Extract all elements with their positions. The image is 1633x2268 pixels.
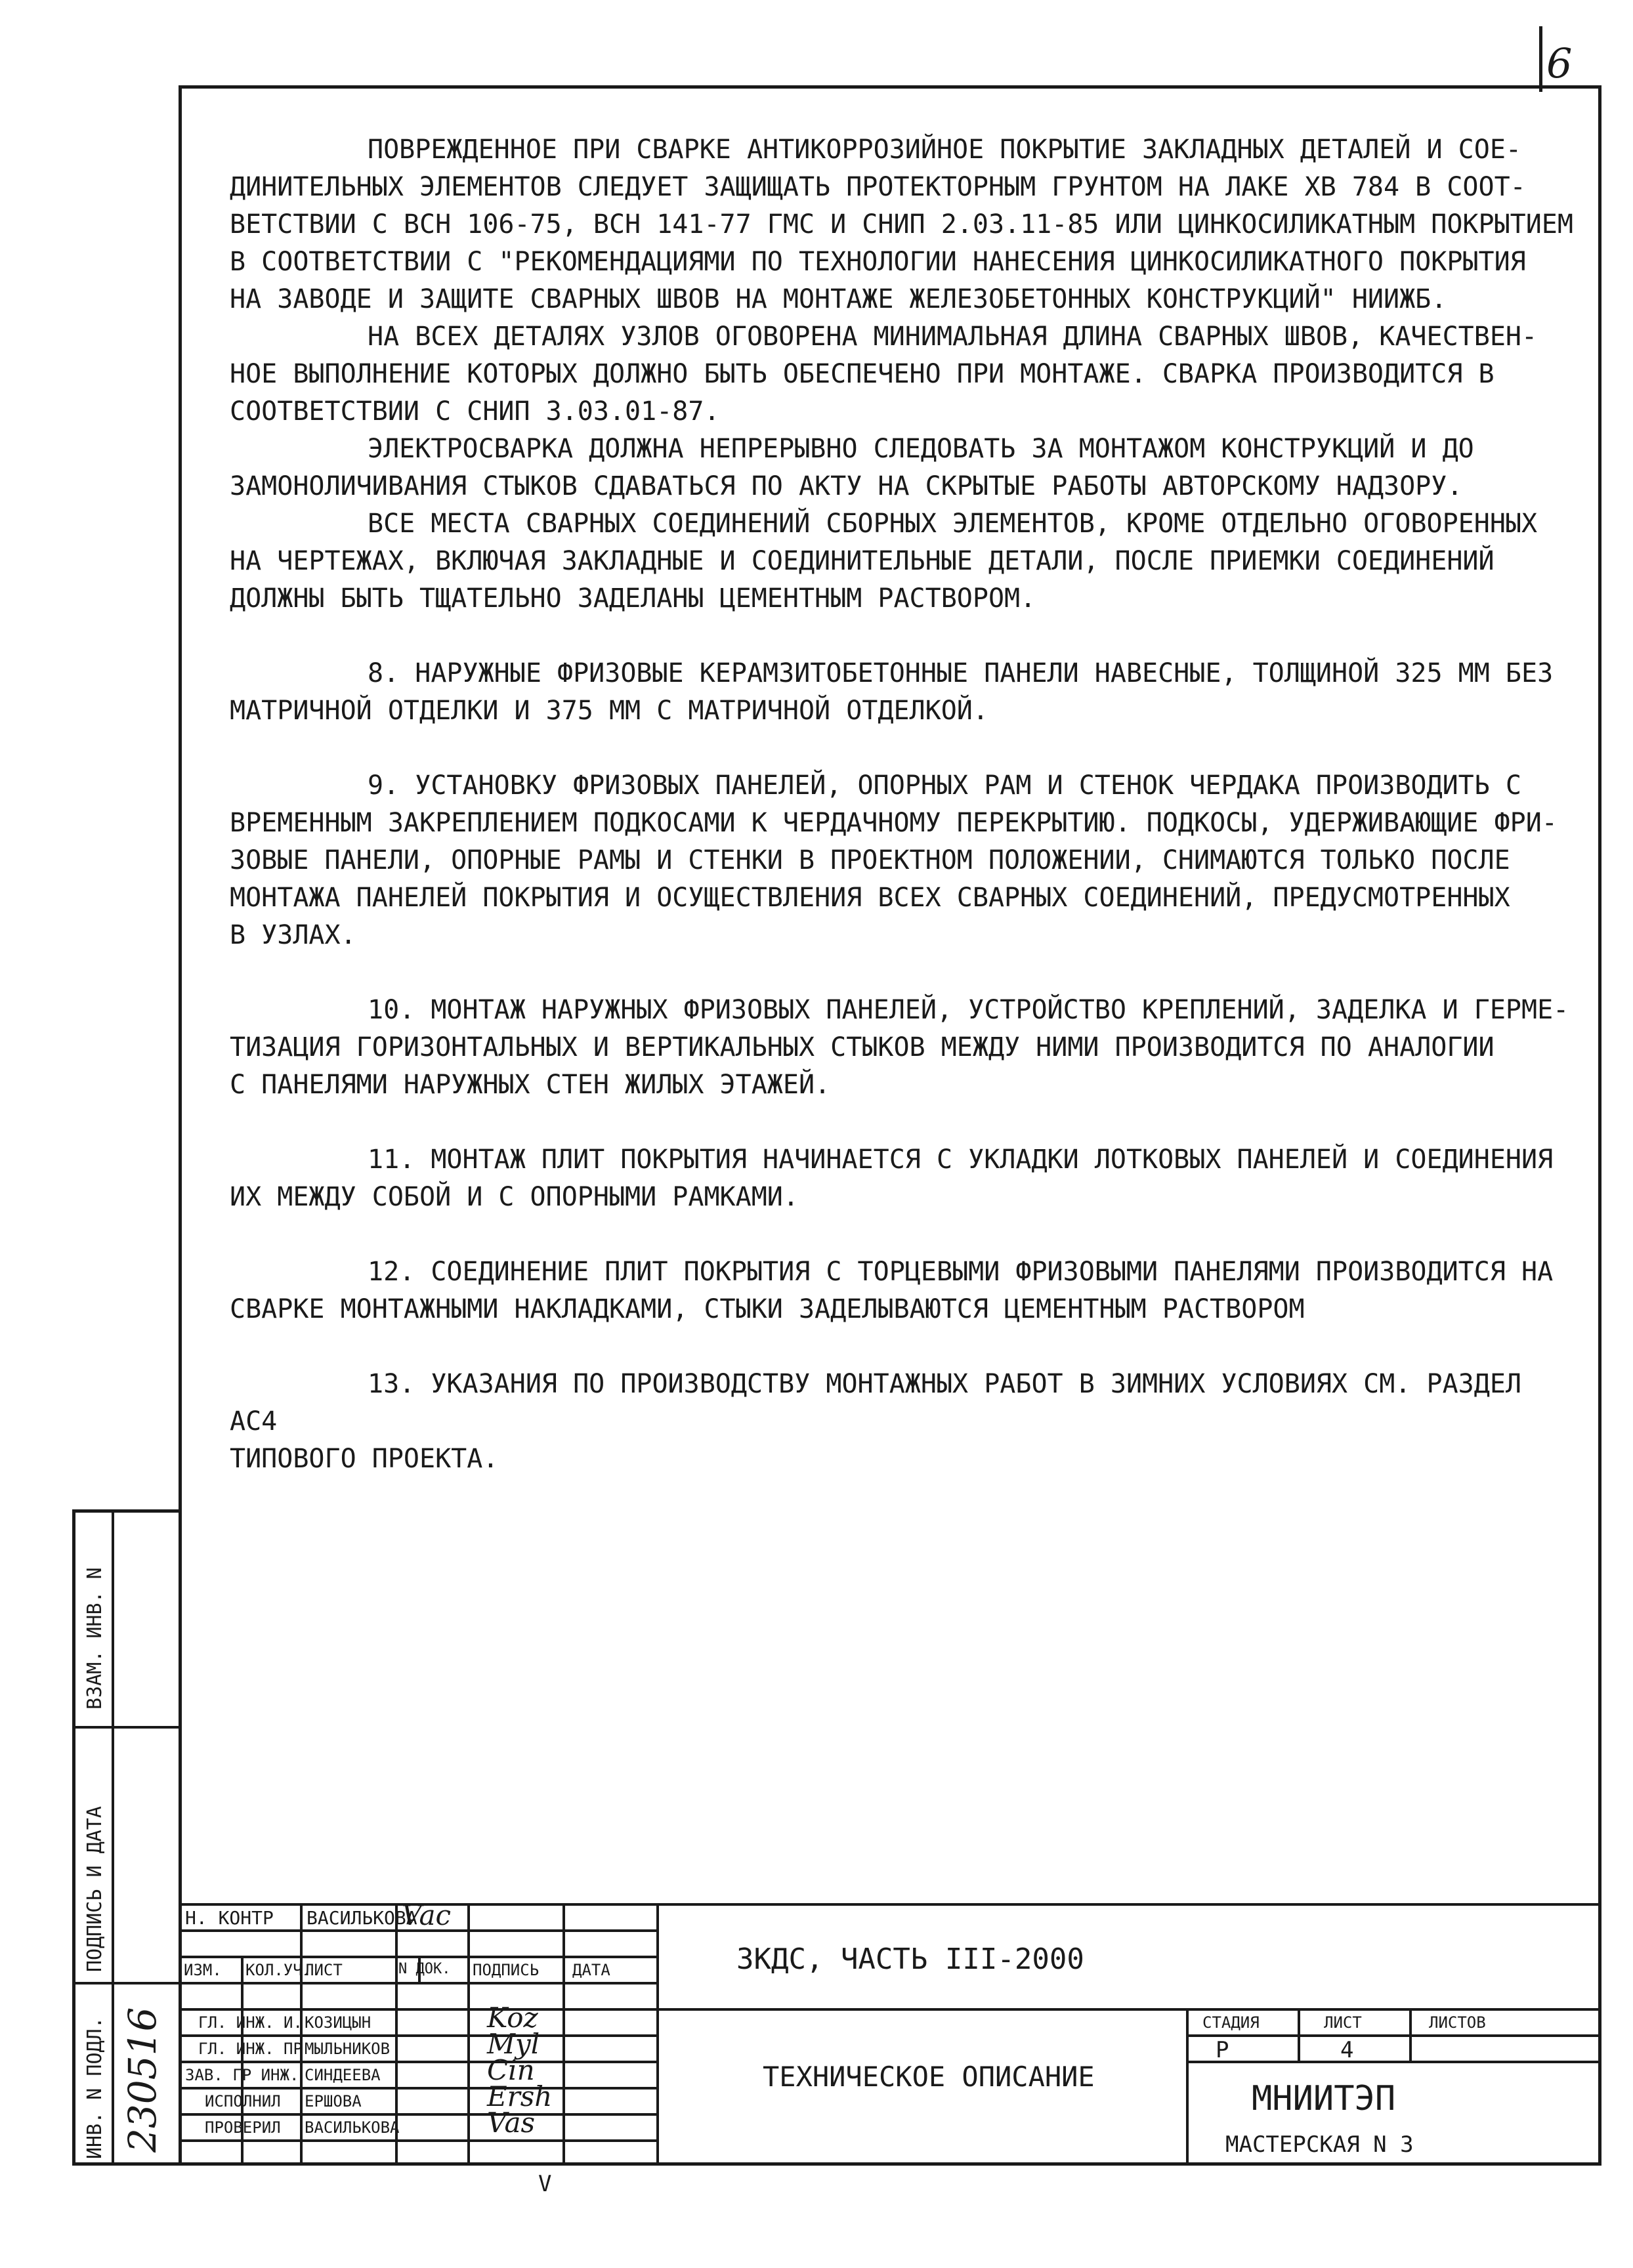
workshop-name: МАСТЕРСКАЯ N 3 <box>1225 2132 1414 2158</box>
tb-line <box>1186 2034 1601 2037</box>
text-line: 12. СОЕДИНЕНИЕ ПЛИТ ПОКРЫТИЯ С ТОРЦЕВЫМИ ФРИЗОВЫМИ ПАНЕЛЯМИ ПРОИЗВОДИТСЯ НА <box>368 1257 1554 1287</box>
col-kol-uch: КОЛ.УЧ. <box>245 1961 312 1979</box>
role-1: ГЛ. ИНЖ. И. <box>198 2013 303 2032</box>
sheet-corner-number: 6 <box>1546 39 1573 87</box>
text-line: В УЗЛАХ. <box>230 920 356 950</box>
text-line: ВРЕМЕННЫМ ЗАКРЕПЛЕНИЕМ ПОДКОСАМИ К ЧЕРДАЧНОМУ ПЕРЕКРЫТИЮ. ПОДКОСЫ, УДЕРЖИВАЮЩИЕ ФРИ- <box>230 808 1558 838</box>
corner-divider <box>1539 26 1542 92</box>
role-5: ПРОВЕРИЛ <box>205 2118 281 2137</box>
signature-4: Ersh <box>487 2080 553 2112</box>
name-4: ЕРШОВА <box>305 2092 362 2110</box>
text-line: ЗОВЫЕ ПАНЕЛИ, ОПОРНЫЕ РАМЫ И СТЕНКИ В ПРОЕКТНОМ ПОЛОЖЕНИИ, СНИМАЮТСЯ ТОЛЬКО ПОСЛЕ <box>230 845 1510 875</box>
text-line: НОЕ ВЫПОЛНЕНИЕ КОТОРЫХ ДОЛЖНО БЫТЬ ОБЕСПЕЧЕНО ПРИ МОНТАЖЕ. СВАРКА ПРОИЗВОДИТСЯ В <box>230 359 1495 389</box>
bottom-tick-mark: V <box>538 2171 552 2197</box>
name-2: МЫЛЬНИКОВ <box>305 2040 391 2058</box>
tb-line <box>179 1956 656 1958</box>
text-line: НА ЗАВОДЕ И ЗАЩИТЕ СВАРНЫХ ШВОВ НА МОНТАЖЕ ЖЕЛЕЗОБЕТОННЫХ КОНСТРУКЦИЙ" НИИЖБ. <box>230 284 1447 314</box>
project-code: ЗКДС, ЧАСТЬ III-2000 <box>736 1942 1084 1976</box>
text-line: 13. УКАЗАНИЯ ПО ПРОИЗВОДСТВУ МОНТАЖНЫХ РАБОТ В ЗИМНИХ УСЛОВИЯХ СМ. РАЗДЕЛ АС4 <box>230 1369 1521 1437</box>
tb-line <box>179 2139 656 2142</box>
signature-3: Cin <box>487 2054 535 2086</box>
name-5: ВАСИЛЬКОВА <box>305 2118 400 2137</box>
role-3: ЗАВ. ГР ИНЖ. <box>185 2066 299 2084</box>
stamp-divider <box>112 1513 114 2162</box>
text-line: НА ЧЕРТЕЖАХ, ВКЛЮЧАЯ ЗАКЛАДНЫЕ И СОЕДИНИТЕЛЬНЫЕ ДЕТАЛИ, ПОСЛЕ ПРИЕМКИ СОЕДИНЕНИЙ <box>230 546 1495 576</box>
signature-2: Myl <box>487 2028 540 2060</box>
text-line: В СООТВЕТСТВИИ С "РЕКОМЕНДАЦИЯМИ ПО ТЕХНОЛОГИИ НАНЕСЕНИЯ ЦИНКОСИЛИКАТНОГО ПОКРЫТИЯ <box>230 247 1526 277</box>
text-line: ИХ МЕЖДУ СОБОЙ И С ОПОРНЫМИ РАМКАМИ. <box>230 1182 799 1212</box>
tb-line <box>179 2034 656 2037</box>
tb-line <box>1186 2061 1601 2063</box>
signature-1: Koz <box>487 2002 538 2034</box>
sheet-label: ЛИСТ <box>1324 2013 1362 2032</box>
text-line: 11. МОНТАЖ ПЛИТ ПОКРЫТИЯ НАЧИНАЕТСЯ С УКЛАДКИ ЛОТКОВЫХ ПАНЕЛЕЙ И СОЕДИНЕНИЯ <box>368 1144 1554 1175</box>
title-block <box>179 1899 1601 2166</box>
n-kontr-signature: Vac <box>402 1899 452 1931</box>
left-stamp <box>72 1509 182 2166</box>
n-kontr-name: ВАСИЛЬКОВА <box>307 1907 417 1929</box>
podpis-data-label: ПОДПИСЬ И ДАТА <box>83 1806 106 1972</box>
organization-name: МНИИТЭП <box>1252 2079 1396 2118</box>
text-line: ДИНИТЕЛЬНЫХ ЭЛЕМЕНТОВ СЛЕДУЕТ ЗАЩИЩАТЬ ПРОТЕКТОРНЫМ ГРУНТОМ НА ЛАКЕ ХВ 784 В СООТ- <box>230 172 1526 202</box>
text-line: ЭЛЕКТРОСВАРКА ДОЛЖНА НЕПРЕРЫВНО СЛЕДОВАТЬ ЗА МОНТАЖОМ КОНСТРУКЦИЙ И ДО <box>368 434 1474 464</box>
text-line: ТИЗАЦИЯ ГОРИЗОНТАЛЬНЫХ И ВЕРТИКАЛЬНЫХ СТЫКОВ МЕЖДУ НИМИ ПРОИЗВОДИТСЯ ПО АНАЛОГИИ <box>230 1032 1495 1062</box>
role-4: ИСПОЛНИЛ <box>205 2092 281 2110</box>
tb-line <box>656 1903 659 2166</box>
name-1: КОЗИЦЫН <box>305 2013 371 2032</box>
tb-line <box>179 2008 1601 2011</box>
signature-5: Vas <box>487 2107 536 2139</box>
col-izm: ИЗМ. <box>184 1961 222 1979</box>
body-text <box>230 131 1575 1478</box>
role-2: ГЛ. ИНЖ. ПР <box>198 2040 303 2058</box>
stage-value: Р <box>1216 2037 1229 2063</box>
document-title: ТЕХНИЧЕСКОЕ ОПИСАНИЕ <box>763 2061 1095 2093</box>
text-line: ДОЛЖНЫ БЫТЬ ТЩАТЕЛЬНО ЗАДЕЛАНЫ ЦЕМЕНТНЫМ РАСТВОРОМ. <box>230 583 1036 614</box>
text-line: 9. УСТАНОВКУ ФРИЗОВЫХ ПАНЕЛЕЙ, ОПОРНЫХ РАМ И СТЕНОК ЧЕРДАКА ПРОИЗВОДИТЬ С <box>368 770 1521 801</box>
text-line: ЗАМОНОЛИЧИВАНИЯ СТЫКОВ СДАВАТЬСЯ ПО АКТУ НА СКРЫТЫЕ РАБОТЫ АВТОРСКОМУ НАДЗОРУ. <box>230 471 1463 501</box>
col-podpis: ПОДПИСЬ <box>473 1961 540 1979</box>
stage-label: СТАДИЯ <box>1202 2013 1260 2032</box>
text-line: НА ВСЕХ ДЕТАЛЯХ УЗЛОВ ОГОВОРЕНА МИНИМАЛЬНАЯ ДЛИНА СВАРНЫХ ШВОВ, КАЧЕСТВЕН- <box>368 322 1538 352</box>
tb-line <box>179 2061 656 2063</box>
stamp-divider <box>75 1982 182 1984</box>
name-3: СИНДЕЕВА <box>305 2066 381 2084</box>
text-line: ПОВРЕЖДЕННОЕ ПРИ СВАРКЕ АНТИКОРРОЗИЙНОЕ ПОКРЫТИЕ ЗАКЛАДНЫХ ДЕТАЛЕЙ И СОЕ- <box>368 135 1521 165</box>
tb-line <box>1186 2008 1189 2166</box>
tb-line <box>179 1982 656 1984</box>
text-line: СООТВЕТСТВИИ С СНИП 3.03.01-87. <box>230 396 720 427</box>
tb-line <box>179 1903 1601 1906</box>
text-line: МОНТАЖА ПАНЕЛЕЙ ПОКРЫТИЯ И ОСУЩЕСТВЛЕНИЯ ВСЕХ СВАРНЫХ СОЕДИНЕНИЙ, ПРЕДУСМОТРЕННЫХ <box>230 883 1510 913</box>
inv-podl-label: ИНВ. N ПОДЛ. <box>83 2017 106 2159</box>
text-line: МАТРИЧНОЙ ОТДЕЛКИ И 375 ММ С МАТРИЧНОЙ ОТДЕЛКОЙ. <box>230 696 988 726</box>
stamp-divider <box>75 1726 182 1729</box>
text-line: ВСЕ МЕСТА СВАРНЫХ СОЕДИНЕНИЙ СБОРНЫХ ЭЛЕМЕНТОВ, КРОМЕ ОТДЕЛЬНО ОГОВОРЕННЫХ <box>368 509 1538 539</box>
text-line: СВАРКЕ МОНТАЖНЫМИ НАКЛАДКАМИ, СТЫКИ ЗАДЕЛЫВАЮТСЯ ЦЕМЕНТНЫМ РАСТВОРОМ <box>230 1294 1305 1324</box>
sheet-value: 4 <box>1340 2037 1354 2063</box>
text-line: 10. МОНТАЖ НАРУЖНЫХ ФРИЗОВЫХ ПАНЕЛЕЙ, УСТРОЙСТВО КРЕПЛЕНИЙ, ЗАДЕЛКА И ГЕРМЕ- <box>368 995 1569 1025</box>
col-data: ДАТА <box>572 1961 610 1979</box>
col-list: ЛИСТ <box>305 1961 343 1979</box>
sheets-label: ЛИСТОВ <box>1429 2013 1486 2032</box>
vzam-inv-label: ВЗАМ. ИНВ. N <box>83 1567 106 1710</box>
col-n-dok: N ДОК. <box>398 1961 451 1977</box>
tb-line <box>179 2087 656 2090</box>
text-line: С ПАНЕЛЯМИ НАРУЖНЫХ СТЕН ЖИЛЫХ ЭТАЖЕЙ. <box>230 1070 831 1100</box>
n-kontr-label: Н. КОНТР <box>185 1907 274 1929</box>
tb-line <box>179 2113 656 2116</box>
text-line: ТИПОВОГО ПРОЕКТА. <box>230 1444 499 1474</box>
text-line: ВЕТСТВИИ С ВСН 106-75, ВСН 141-77 ГМС И СНИП 2.03.11-85 ИЛИ ЦИНКОСИЛИКАТНЫМ ПОКРЫТИЕМ <box>230 209 1573 240</box>
text-line: 8. НАРУЖНЫЕ ФРИЗОВЫЕ КЕРАМЗИТОБЕТОННЫЕ ПАНЕЛИ НАВЕСНЫЕ, ТОЛЩИНОЙ 325 ММ БЕЗ <box>368 658 1554 688</box>
inv-number-handwritten: 230516 <box>120 2007 165 2152</box>
